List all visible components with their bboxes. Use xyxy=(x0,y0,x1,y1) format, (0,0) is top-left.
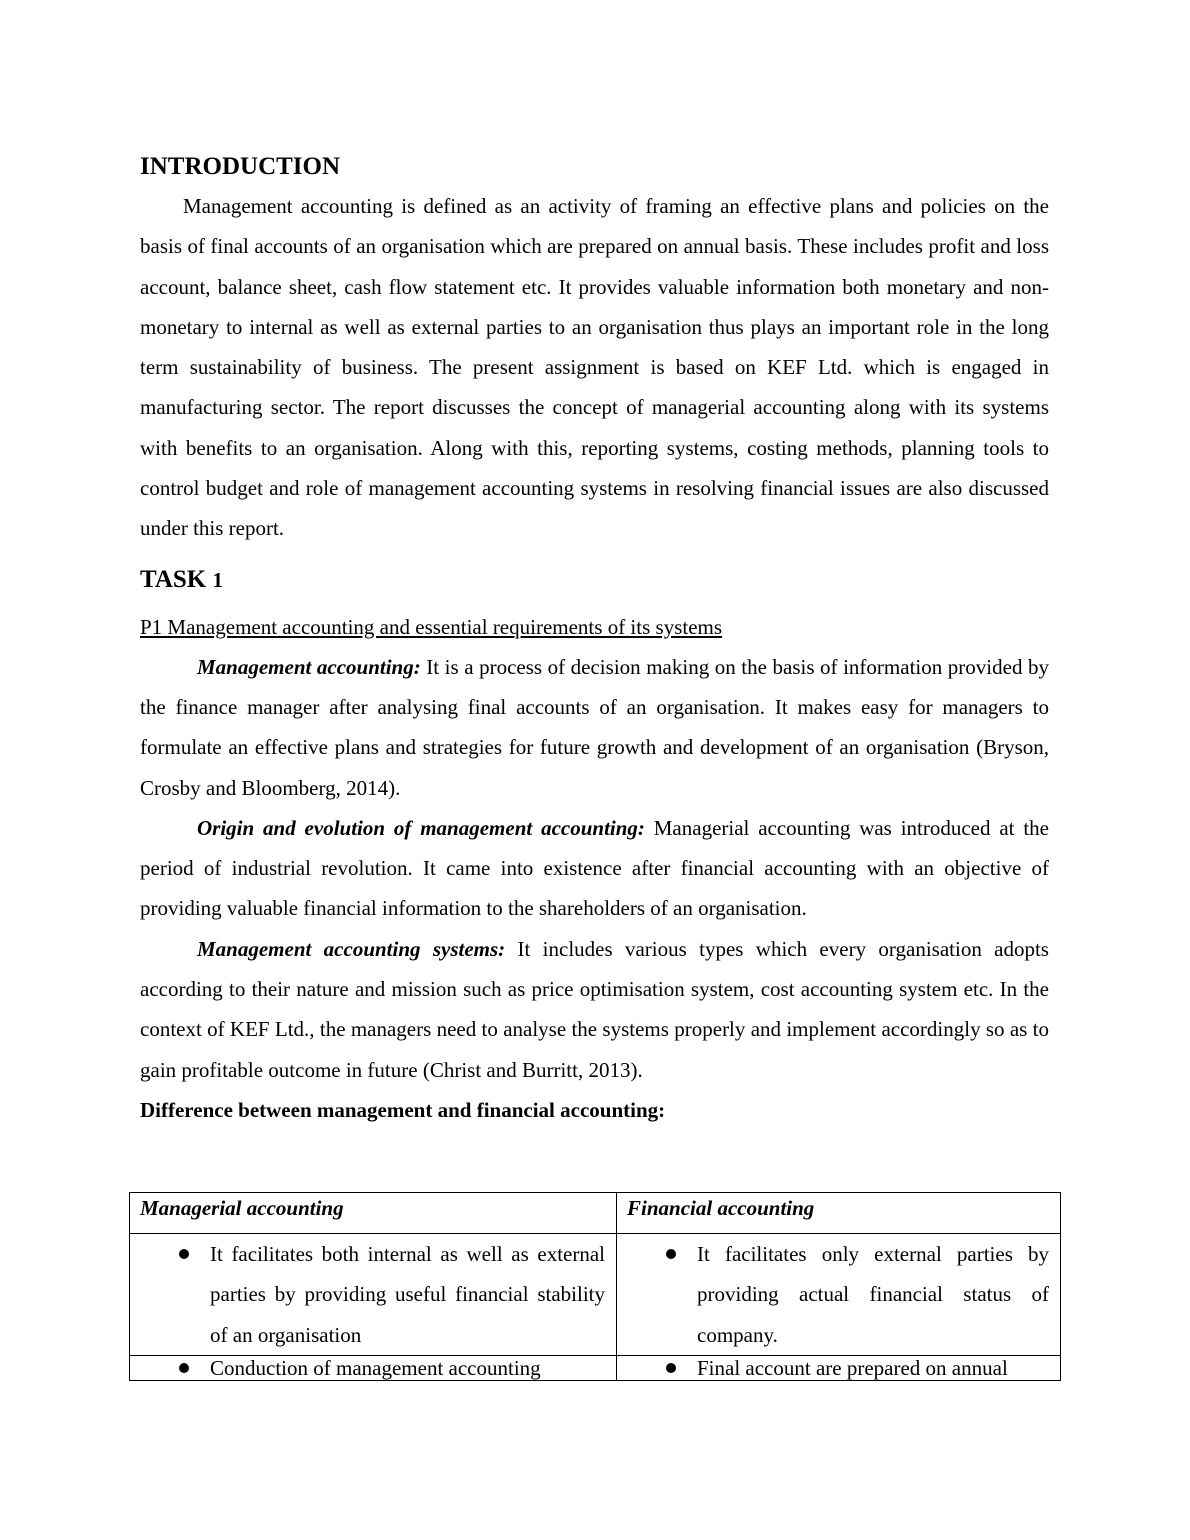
table-cell xyxy=(617,1355,1061,1380)
para-text: It includes various types which every organisation adopts according to their nature and mission such as price optimisation system, cost accounting system etc. In the context of KEF Ltd., the managers need to analyse the systems properly and implement accordingly so as to gain profitable outcome in future (Christ and Burritt, 2013). xyxy=(140,936,1049,1082)
para-lead: Origin and evolution of management accounting: xyxy=(197,815,645,840)
document-page xyxy=(140,150,1049,1130)
bullet-icon xyxy=(130,1234,210,1355)
table-cell xyxy=(617,1234,1061,1356)
list-item xyxy=(130,1356,616,1380)
para-text: Managerial accounting was introduced at the period of industrial revolution. It came into existence after financial accounting with an objective of providing valuable financial information to the shareholders of an organisation. xyxy=(140,815,1049,921)
cell-text: It facilitates both internal as well as external parties by providing useful financial stability of an organisation xyxy=(210,1242,605,1347)
para-accounting-systems xyxy=(140,929,1049,1090)
para-origin-evolution xyxy=(140,808,1049,929)
bullet-icon xyxy=(617,1234,697,1355)
introduction-heading: INTRODUCTION xyxy=(140,153,341,180)
table-header-row xyxy=(130,1193,1061,1234)
task1-heading xyxy=(140,563,1049,597)
bullet-icon xyxy=(130,1356,210,1380)
para-text: It is a process of decision making on the basis of information provided by the finance manager after analysing final accounts of an organisation. It makes easy for managers to formulate an effective plans and strategies for future growth and development of an organisation (Bryson, Crosby and Bloomberg, 2014). xyxy=(140,654,1049,800)
introduction-paragraph: Management accounting is defined as an activity of framing an effective plans and policies on the basis of final accounts of an organisation which are prepared on annual basis. These includes profit and loss account, balance sheet, cash flow statement etc. It provides valuable information both monetary and non-monetary to internal as well as external parties to an organisation thus plays an important role in the long term sustainability of business. The present assignment is based on KEF Ltd. which is engaged in manufacturing sector. The report discusses the concept of managerial accounting along with its systems with benefits to an organisation. Along with this, reporting systems, costing methods, planning tools to control budget and role of management accounting systems in resolving financial issues are also discussed under this report. xyxy=(140,194,1049,541)
task1-heading-word: TASK xyxy=(140,565,207,593)
comparison-table xyxy=(129,1192,1061,1381)
cell-text: Final account are prepared on annual xyxy=(697,1355,1008,1380)
cell-text: It facilitates only external parties by providing actual financial status of company. xyxy=(697,1242,1049,1347)
bullet-icon xyxy=(617,1356,697,1380)
cell-text: Conduction of management accounting xyxy=(210,1355,541,1380)
list-item xyxy=(617,1234,1060,1355)
list-item xyxy=(130,1234,616,1355)
table-cell xyxy=(130,1355,617,1380)
table-row xyxy=(130,1234,1061,1356)
p1-subheading: P1 Management accounting and essential requirements of its systems xyxy=(140,614,723,639)
para-lead: Management accounting systems: xyxy=(197,936,506,961)
para-management-accounting xyxy=(140,647,1049,808)
table-header-financial: Financial accounting xyxy=(617,1193,1061,1234)
list-item xyxy=(617,1356,1060,1380)
table-row xyxy=(130,1355,1061,1380)
para-lead: Management accounting: xyxy=(197,654,421,679)
table-cell xyxy=(130,1234,617,1356)
difference-heading: Difference between management and financial accounting: xyxy=(140,1097,666,1122)
task1-heading-number: 1 xyxy=(212,567,223,592)
table-header-managerial: Managerial accounting xyxy=(130,1193,617,1234)
